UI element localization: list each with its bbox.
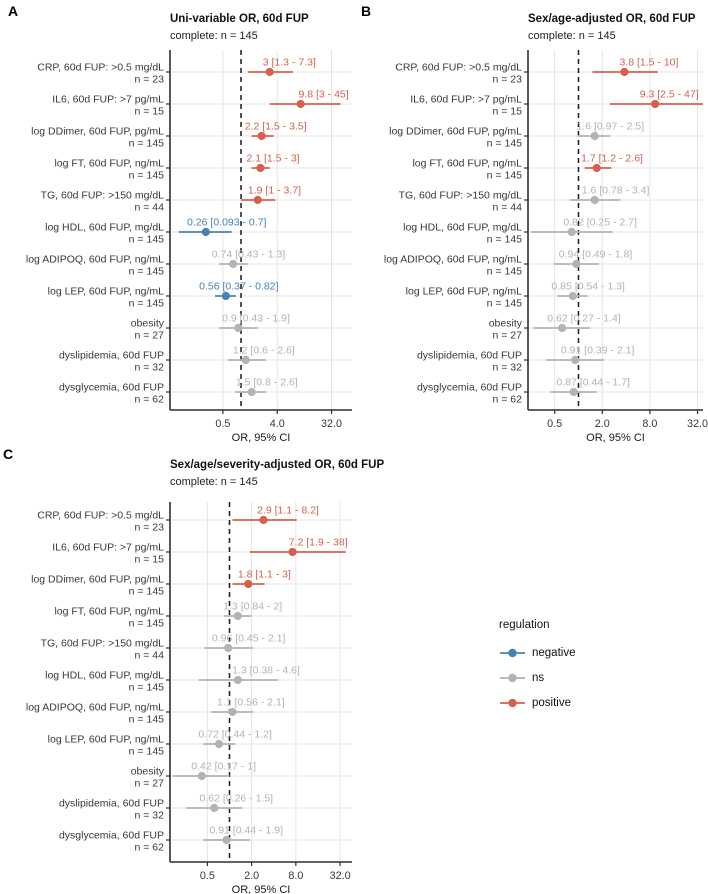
row-label: obesity <box>130 765 164 778</box>
value-label: 3.8 [1.5 - 10] <box>619 56 679 69</box>
value-label: 0.87 [0.44 - 1.7] <box>556 376 630 389</box>
value-label: 1.6 [0.97 - 2.5] <box>576 120 645 133</box>
or-point <box>254 196 262 204</box>
row-label: TG, 60d FUP: >150 mg/dL <box>40 189 164 202</box>
row-n-label: n = 15 <box>134 105 164 118</box>
row-n-label: n = 23 <box>134 521 164 534</box>
row-n-label: n = 62 <box>134 393 164 406</box>
x-tick-label: 8.0 <box>642 418 658 430</box>
row-n-label: n = 145 <box>128 617 164 630</box>
row-n-label: n = 145 <box>128 681 164 694</box>
or-point <box>297 100 305 108</box>
row-n-label: n = 145 <box>128 169 164 182</box>
or-point <box>620 68 628 76</box>
row-n-label: n = 27 <box>134 329 164 342</box>
row-n-label: n = 145 <box>128 265 164 278</box>
legend-item-ns <box>499 665 575 690</box>
row-n-label: n = 145 <box>128 585 164 598</box>
row-label: TG, 60d FUP: >150 mg/dL <box>398 189 522 202</box>
or-point <box>569 292 577 300</box>
x-tick-label: 0.5 <box>199 870 215 882</box>
row-label: obesity <box>130 317 164 330</box>
or-point <box>234 324 242 332</box>
regulation-legend <box>499 619 575 715</box>
x-tick-label: 8.0 <box>288 870 304 882</box>
row-label: log LEP, 60d FUP, ng/mL <box>47 733 164 746</box>
panel-a-plot <box>26 50 352 444</box>
panel-b-letter: B <box>361 3 372 19</box>
value-label: 2.2 [1.5 - 3.5] <box>244 120 307 133</box>
or-point <box>591 196 599 204</box>
legend-item-positive <box>499 690 575 715</box>
panel-c-subtitle: complete: n = 145 <box>170 476 258 488</box>
or-point <box>202 228 210 236</box>
or-point <box>210 804 218 812</box>
value-label: 0.62 [0.26 - 1.5] <box>199 792 274 805</box>
x-tick-label: 32.0 <box>687 418 708 430</box>
row-label: dyslipidemia, 60d FUP <box>58 797 164 810</box>
or-point <box>234 612 242 620</box>
row-label: log HDL, 60d FUP, mg/dL <box>45 669 164 682</box>
value-label: 1.6 [0.78 - 3.4] <box>581 184 650 197</box>
or-point <box>266 68 274 76</box>
row-n-label: n = 145 <box>486 265 522 278</box>
panel-b-title: Sex/age-adjusted OR, 60d FUP <box>528 13 696 25</box>
row-label: dysglycemia, 60d FUP <box>416 381 522 394</box>
row-n-label: n = 62 <box>134 841 164 854</box>
row-label: log ADIPOQ, 60d FUP, ng/mL <box>383 253 522 266</box>
row-n-label: n = 62 <box>492 393 522 406</box>
or-point <box>591 132 599 140</box>
row-label: TG, 60d FUP: >150 mg/dL <box>40 637 164 650</box>
value-label: 1.7 [1.2 - 2.6] <box>581 152 643 165</box>
value-label: 2.1 [1.5 - 3] <box>246 152 300 165</box>
row-label: obesity <box>488 317 522 330</box>
value-label: 9.3 [2.5 - 47] <box>639 88 699 101</box>
row-label: IL6, 60d FUP: >7 pg/mL <box>52 93 164 106</box>
value-label: 0.42 [0.17 - 1] <box>191 760 257 773</box>
value-label: 0.74 [0.43 - 1.3] <box>211 248 286 261</box>
row-n-label: n = 15 <box>492 105 522 118</box>
x-axis-title: OR, 95% CI <box>231 884 291 894</box>
or-point <box>259 516 267 524</box>
row-label: log LEP, 60d FUP, ng/mL <box>405 285 522 298</box>
x-axis-title: OR, 95% CI <box>231 432 291 444</box>
row-label: CRP, 60d FUP: >0.5 mg/dL <box>395 61 522 74</box>
row-n-label: n = 145 <box>486 297 522 310</box>
value-label: 1.8 [1.1 - 3] <box>237 568 291 581</box>
value-label: 1.2 [0.6 - 2.6] <box>232 344 295 357</box>
row-label: CRP, 60d FUP: >0.5 mg/dL <box>37 509 164 522</box>
or-point <box>568 228 576 236</box>
value-label: 1.1 [0.56 - 2.1] <box>216 696 285 709</box>
row-n-label: n = 145 <box>486 169 522 182</box>
panel-c-letter: C <box>3 446 14 462</box>
row-label: IL6, 60d FUP: >7 pg/mL <box>52 541 164 554</box>
row-n-label: n = 44 <box>134 201 164 214</box>
or-point <box>570 388 578 396</box>
or-point <box>248 388 256 396</box>
x-tick-label: 32.0 <box>329 870 351 882</box>
value-label: 0.56 [0.37 - 0.82] <box>199 280 279 293</box>
panel-b-plot <box>384 50 708 444</box>
value-label: 1.3 [0.84 - 2] <box>223 600 283 613</box>
row-label: log FT, 60d FUP, ng/mL <box>54 605 164 618</box>
legend-label-positive: positive <box>532 696 571 709</box>
x-tick-label: 0.5 <box>215 418 231 430</box>
legend-item-negative <box>499 640 575 665</box>
value-label: 0.9 [0.43 - 1.9] <box>222 312 290 325</box>
row-n-label: n = 27 <box>492 329 522 342</box>
value-label: 3 [1.3 - 7.3] <box>262 56 316 69</box>
value-label: 0.26 [0.093 - 0.7] <box>187 216 267 229</box>
row-n-label: n = 145 <box>128 713 164 726</box>
or-point <box>228 708 236 716</box>
or-point <box>593 164 601 172</box>
row-n-label: n = 44 <box>134 649 164 662</box>
or-point <box>222 836 230 844</box>
row-n-label: n = 23 <box>492 73 522 86</box>
row-label: log LEP, 60d FUP, ng/mL <box>47 285 164 298</box>
row-label: log HDL, 60d FUP, mg/dL <box>403 221 522 234</box>
row-label: dysglycemia, 60d FUP <box>58 381 164 394</box>
row-n-label: n = 32 <box>134 361 164 374</box>
panel-c-plot <box>26 502 352 894</box>
value-label: 1.3 [0.38 - 4.6] <box>232 664 300 677</box>
row-n-label: n = 23 <box>134 73 164 86</box>
row-n-label: n = 27 <box>134 777 164 790</box>
or-point <box>234 676 242 684</box>
row-n-label: n = 145 <box>486 233 522 246</box>
legend-items <box>499 640 575 715</box>
or-point <box>242 356 250 364</box>
legend-key-ns-icon <box>499 672 526 684</box>
row-n-label: n = 145 <box>128 233 164 246</box>
legend-key-positive-icon <box>499 697 526 709</box>
or-point <box>222 292 230 300</box>
x-tick-label: 32.0 <box>321 418 343 430</box>
row-n-label: n = 145 <box>128 297 164 310</box>
row-label: log FT, 60d FUP, ng/mL <box>412 157 522 170</box>
row-label: log ADIPOQ, 60d FUP, ng/mL <box>25 253 164 266</box>
row-label: log ADIPOQ, 60d FUP, ng/mL <box>25 701 164 714</box>
or-point <box>558 324 566 332</box>
legend-label-ns: ns <box>532 671 545 684</box>
value-label: 0.96 [0.45 - 2.1] <box>211 632 286 645</box>
row-label: log DDimer, 60d FUP, pg/mL <box>31 125 164 138</box>
or-point <box>571 356 579 364</box>
panel-a-letter: A <box>8 3 19 19</box>
or-point <box>244 580 252 588</box>
value-label: 0.91 [0.39 - 2.1] <box>560 344 635 357</box>
x-tick-label: 0.5 <box>547 418 563 430</box>
value-label: 7.2 [1.9 - 38] <box>288 536 348 549</box>
or-point <box>229 260 237 268</box>
row-n-label: n = 32 <box>134 809 164 822</box>
row-label: log HDL, 60d FUP, mg/dL <box>45 221 164 234</box>
row-label: log DDimer, 60d FUP, pg/mL <box>31 573 164 586</box>
or-point <box>215 740 223 748</box>
row-label: log DDimer, 60d FUP, pg/mL <box>389 125 522 138</box>
value-label: 1.9 [1 - 3.7] <box>247 184 302 197</box>
legend-title: regulation <box>499 619 550 631</box>
or-point <box>572 260 580 268</box>
value-label: 1.5 [0.8 - 2.6] <box>235 376 298 389</box>
panel-a-title: Uni-variable OR, 60d FUP <box>170 13 309 25</box>
panel-c-title: Sex/age/severity-adjusted OR, 60d FUP <box>170 459 385 471</box>
x-tick-label: 4.0 <box>269 418 285 430</box>
or-point <box>258 132 266 140</box>
row-label: dyslipidemia, 60d FUP <box>58 349 164 362</box>
value-label: 9.8 [3 - 45] <box>298 88 349 101</box>
row-label: dysglycemia, 60d FUP <box>58 829 164 842</box>
value-label: 0.91 [0.44 - 1.9] <box>209 824 284 837</box>
row-label: CRP, 60d FUP: >0.5 mg/dL <box>37 61 164 74</box>
row-n-label: n = 145 <box>128 137 164 150</box>
or-point <box>256 164 264 172</box>
value-label: 0.72 [0.44 - 1.2] <box>198 728 272 741</box>
row-n-label: n = 145 <box>486 137 522 150</box>
value-label: 2.9 [1.1 - 8.2] <box>257 504 319 517</box>
panel-b-subtitle: complete: n = 145 <box>528 30 616 42</box>
value-label: 0.85 [0.54 - 1.3] <box>551 280 625 293</box>
value-label: 0.62 [0.27 - 1.4] <box>547 312 621 325</box>
value-label: 0.94 [0.49 - 1.8] <box>558 248 633 261</box>
row-n-label: n = 44 <box>492 201 522 214</box>
x-tick-label: 2.0 <box>244 870 260 882</box>
row-label: dyslipidemia, 60d FUP <box>416 349 522 362</box>
legend-label-negative: negative <box>532 646 576 659</box>
or-point <box>288 548 296 556</box>
row-n-label: n = 32 <box>492 361 522 374</box>
or-point <box>198 772 206 780</box>
row-n-label: n = 145 <box>128 745 164 758</box>
row-label: log FT, 60d FUP, ng/mL <box>54 157 164 170</box>
row-label: IL6, 60d FUP: >7 pg/mL <box>410 93 522 106</box>
x-axis-title: OR, 95% CI <box>586 432 645 444</box>
legend-key-negative-icon <box>499 647 526 659</box>
row-n-label: n = 15 <box>134 553 164 566</box>
value-label: 0.82 [0.25 - 2.7] <box>563 216 637 229</box>
panel-a-subtitle: complete: n = 145 <box>170 30 258 42</box>
or-point <box>651 100 659 108</box>
or-point <box>224 644 232 652</box>
x-tick-label: 2.0 <box>594 418 610 430</box>
